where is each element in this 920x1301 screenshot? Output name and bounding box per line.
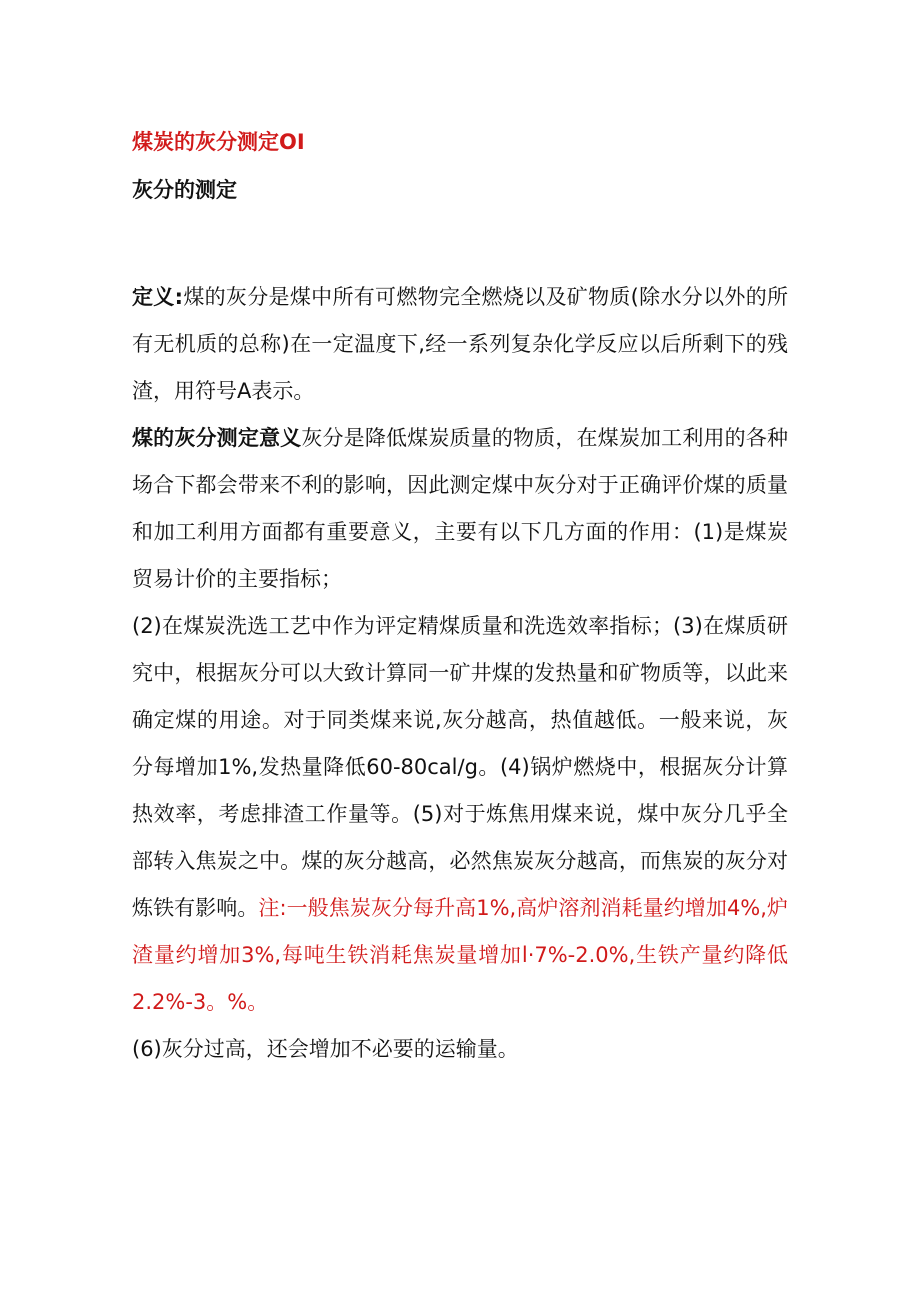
significance-text: 灰分是降低煤炭质量的物质，在煤炭加工利用的各种场合下都会带来不利的影响，因此测定煤中灰分对于正确评价煤的质量和加工利用方面都有重要意义，主要有以下几方面的作用：(1)是煤炭贸易计价的主要指标； (132, 426, 789, 591)
document-title: 煤炭的灰分测定OI (132, 130, 305, 154)
significance-paragraph (132, 415, 788, 603)
document-subtitle: 灰分的测定 (132, 178, 237, 202)
last-point-text: (6)灰分过高，还会增加不必要的运输量。 (132, 1037, 519, 1061)
last-point-paragraph (132, 1026, 788, 1073)
coke-note: 注:一般焦炭灰分每升高1%,高炉溶剂消耗量约增加4%,炉渣量约增加3%,每吨生铁消耗焦炭量增加l·7%-2.0%,生铁产量约降低2.2%-3。%。 (132, 896, 788, 1014)
definition-paragraph (132, 274, 788, 415)
document-page (132, 122, 788, 1073)
significance-label: 煤的灰分测定意义 (132, 426, 302, 450)
points-text: (2)在煤炭洗选工艺中作为评定精煤质量和洗选效率指标；(3)在煤质研究中，根据灰分可以大致计算同一矿井煤的发热量和矿物质等，以此来确定煤的用途。对于同类煤来说,灰分越高，热值越低。一般来说，灰分每增加1%,发热量降低60-80cal∕g。(4)锅炉燃烧中，根据灰分计算热效率，考虑排渣工作量等。(5)对于炼焦用煤来说，煤中灰分几乎全部转入焦炭之中。煤的灰分越高，必然焦炭灰分越高，而焦炭的灰分对炼铁有影响。 (132, 614, 788, 920)
definition-label: 定义: (132, 285, 184, 309)
points-paragraph (132, 603, 788, 1026)
definition-text: 煤的灰分是煤中所有可燃物完全燃烧以及矿物质(除水分以外的所有无机质的总称)在一定温度下,经一系列复杂化学反应以后所剩下的残渣，用符号A表示。 (132, 285, 788, 403)
